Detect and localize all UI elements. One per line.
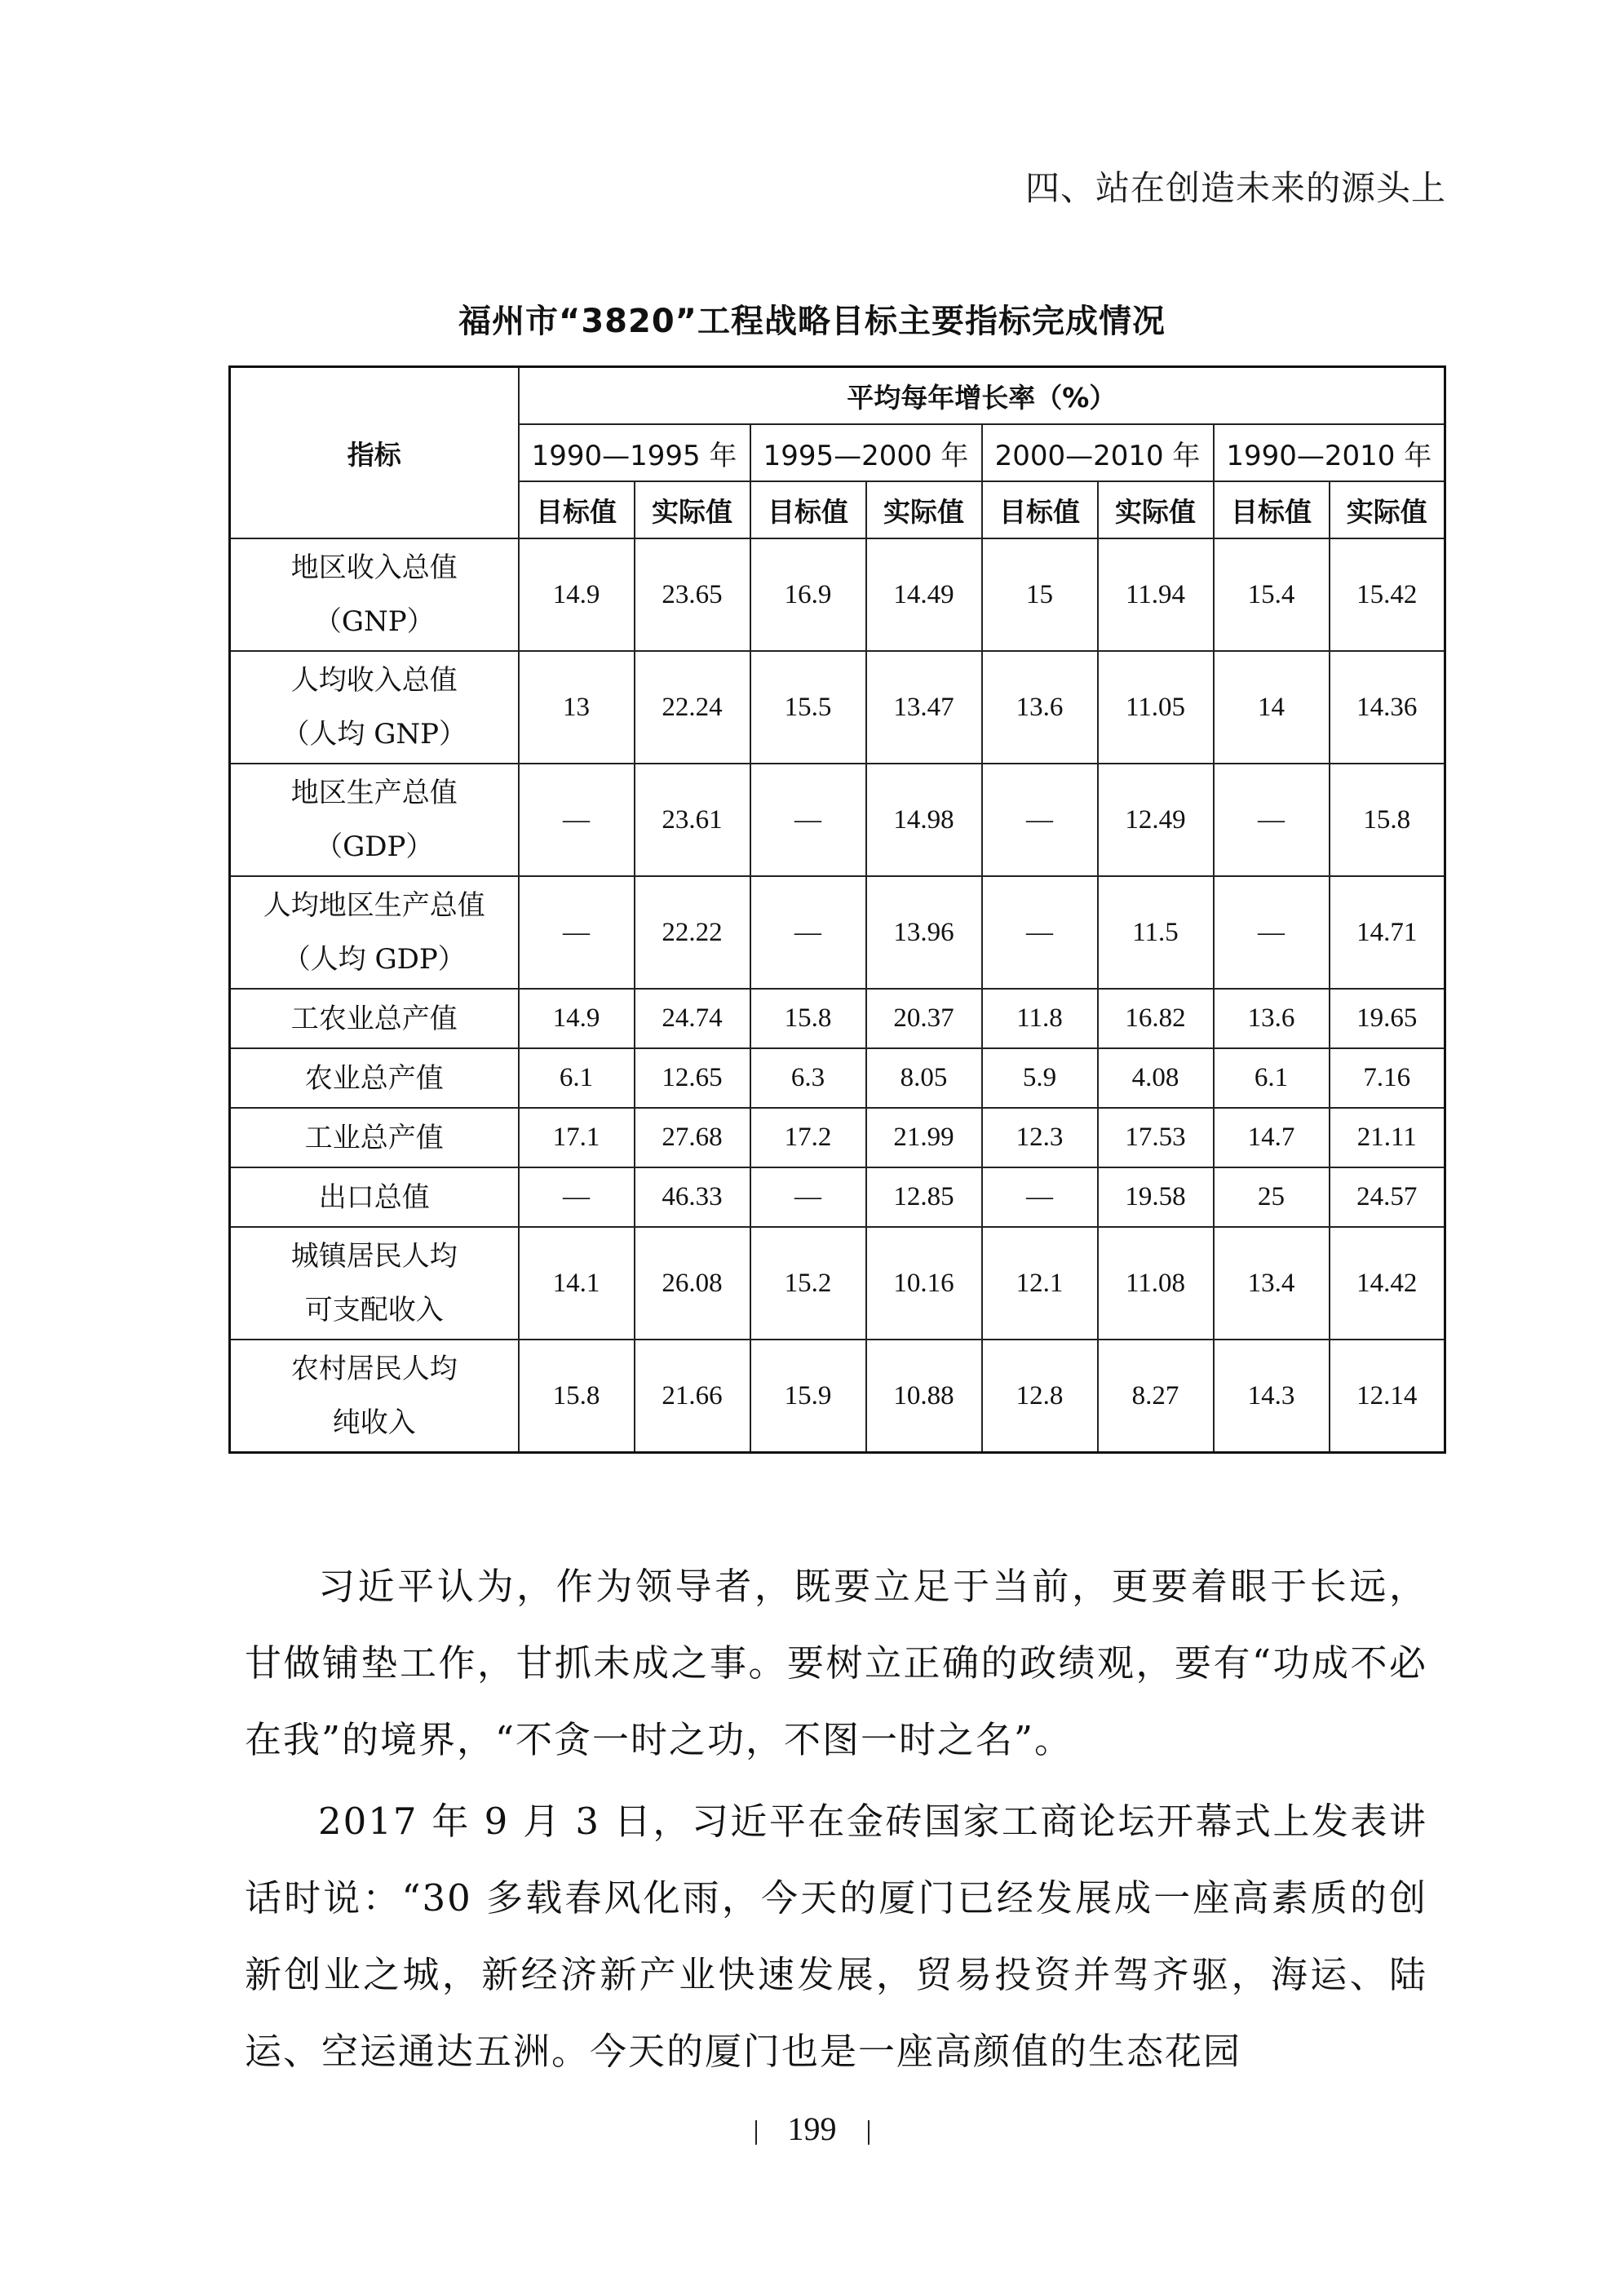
target-value-cell: 15.9 (750, 1340, 866, 1453)
actual-value-cell: 27.68 (635, 1108, 750, 1167)
target-value-header: 目标值 (1214, 481, 1330, 538)
actual-value-cell: 21.99 (866, 1108, 982, 1167)
actual-value-cell: 14.98 (866, 764, 982, 876)
indicator-label (230, 538, 519, 651)
indicator-header: 指标 (230, 367, 519, 539)
actual-value-cell: 23.61 (635, 764, 750, 876)
target-value-cell: — (750, 1167, 866, 1227)
target-value-cell: 6.1 (519, 1048, 635, 1108)
target-value-cell: 14.1 (519, 1227, 635, 1340)
target-value-cell: — (982, 1167, 1098, 1227)
actual-value-cell: 22.24 (635, 651, 750, 764)
table-row (230, 1108, 1445, 1167)
target-value-cell: 15.4 (1214, 538, 1330, 651)
target-value-cell: 15.2 (750, 1227, 866, 1340)
running-head: 四、站在创造未来的源头上 (1024, 168, 1446, 208)
actual-value-cell: 13.47 (866, 651, 982, 764)
indicator-label-line: 城镇居民人均 (290, 1240, 458, 1273)
indicator-label (230, 1227, 519, 1340)
indicator-label-line: 农村居民人均 (290, 1353, 458, 1385)
target-value-cell: 16.9 (750, 538, 866, 651)
indicator-label-line: （GDP） (315, 830, 434, 863)
actual-value-cell: 22.22 (635, 876, 750, 989)
indicator-label-line: 人均收入总值 (290, 664, 458, 697)
period-header: 2000—2010 年 (982, 424, 1214, 481)
target-value-cell: 13.4 (1214, 1227, 1330, 1340)
target-value-header: 目标值 (519, 481, 635, 538)
period-header: 1995—2000 年 (750, 424, 982, 481)
actual-value-header: 实际值 (866, 481, 982, 538)
actual-value-cell: 17.53 (1098, 1108, 1214, 1167)
actual-value-header: 实际值 (1330, 481, 1445, 538)
actual-value-cell: 15.42 (1330, 538, 1445, 651)
target-value-cell: 15.8 (519, 1340, 635, 1453)
target-value-cell: — (982, 876, 1098, 989)
indicator-label (230, 1167, 519, 1227)
actual-value-header: 实际值 (1098, 481, 1214, 538)
indicator-label-line: 地区生产总值 (290, 777, 458, 809)
target-value-cell: 14.3 (1214, 1340, 1330, 1453)
target-value-cell: 12.8 (982, 1340, 1098, 1453)
indicator-label (230, 651, 519, 764)
actual-value-cell: 23.65 (635, 538, 750, 651)
actual-value-cell: 8.27 (1098, 1340, 1214, 1453)
target-value-header: 目标值 (982, 481, 1098, 538)
indicator-label (230, 989, 519, 1048)
target-value-cell: 14.9 (519, 989, 635, 1048)
actual-value-cell: 13.96 (866, 876, 982, 989)
actual-value-cell: 21.66 (635, 1340, 750, 1453)
actual-value-cell: 24.57 (1330, 1167, 1445, 1227)
indicator-label-line: 人均地区生产总值 (263, 889, 485, 922)
footer-rule-left (755, 2120, 757, 2145)
target-value-header: 目标值 (750, 481, 866, 538)
actual-value-cell: 14.71 (1330, 876, 1445, 989)
target-value-cell: — (982, 764, 1098, 876)
table-row (230, 1340, 1445, 1453)
actual-value-cell: 11.94 (1098, 538, 1214, 651)
target-value-cell: 13.6 (982, 651, 1098, 764)
table-row (230, 538, 1445, 651)
indicator-table (228, 365, 1446, 1454)
target-value-cell: 11.8 (982, 989, 1098, 1048)
target-value-cell: 14 (1214, 651, 1330, 764)
target-value-cell: 6.1 (1214, 1048, 1330, 1108)
indicator-label-line: 农业总产值 (304, 1061, 444, 1095)
actual-value-cell: 8.05 (866, 1048, 982, 1108)
period-header: 1990—1995 年 (519, 424, 750, 481)
actual-value-cell: 11.5 (1098, 876, 1214, 989)
indicator-label-line: （GNP） (313, 605, 435, 638)
actual-value-cell: 19.58 (1098, 1167, 1214, 1227)
table-row (230, 989, 1445, 1048)
actual-value-cell: 10.88 (866, 1340, 982, 1453)
footer-rule-right (868, 2120, 870, 2145)
table-body (230, 538, 1445, 1453)
indicator-label-line: 纯收入 (332, 1406, 416, 1439)
actual-value-header: 实际值 (635, 481, 750, 538)
paragraph: 2017 年 9 月 3 日，习近平在金砖国家工商论坛开幕式上发表讲话时说：“30 多载春风化雨，今天的厦门已经发展成一座高素质的创新创业之城，新经济新产业快速发展，贸易投资并驾齐驱，海运、陆运、空运通达五洲。今天的厦门也是一座高颜值的生态花园 (245, 1800, 1427, 2073)
target-value-cell: 12.1 (982, 1227, 1098, 1340)
table-row (230, 1227, 1445, 1340)
actual-value-cell: 12.85 (866, 1167, 982, 1227)
actual-value-cell: 12.14 (1330, 1340, 1445, 1453)
indicator-label-line: （人均 GDP） (282, 943, 466, 976)
table-row (230, 1048, 1445, 1108)
indicator-label-line: （人均 GNP） (281, 718, 467, 751)
target-value-cell: — (519, 1167, 635, 1227)
actual-value-cell: 46.33 (635, 1167, 750, 1227)
table-row (230, 1167, 1445, 1227)
actual-value-cell: 14.42 (1330, 1227, 1445, 1340)
indicator-label-line: 工业总产值 (304, 1121, 444, 1154)
actual-value-cell: 15.8 (1330, 764, 1445, 876)
page-footer (0, 2110, 1624, 2148)
target-value-cell: 13 (519, 651, 635, 764)
page-number: 199 (787, 2110, 837, 2147)
target-value-cell: 15.8 (750, 989, 866, 1048)
indicator-label (230, 1108, 519, 1167)
paragraph: 习近平认为，作为领导者，既要立足于当前，更要着眼于长远，甘做铺垫工作，甘抓未成之事。要树立正确的政绩观，要有“功成不必在我”的境界，“不贪一时之功，不图一时之名”。 (245, 1565, 1427, 1761)
period-header: 1990—2010 年 (1214, 424, 1445, 481)
actual-value-cell: 24.74 (635, 989, 750, 1048)
target-value-cell: — (750, 876, 866, 989)
target-value-cell: 15 (982, 538, 1098, 651)
actual-value-cell: 7.16 (1330, 1048, 1445, 1108)
target-value-cell: — (750, 764, 866, 876)
actual-value-cell: 10.16 (866, 1227, 982, 1340)
table-row (230, 876, 1445, 989)
table-row (230, 651, 1445, 764)
target-value-cell: 17.2 (750, 1108, 866, 1167)
target-value-cell: — (1214, 764, 1330, 876)
actual-value-cell: 11.05 (1098, 651, 1214, 764)
actual-value-cell: 14.36 (1330, 651, 1445, 764)
table-title: 福州市“3820”工程战略目标主要指标完成情况 (458, 303, 1166, 340)
actual-value-cell: 14.49 (866, 538, 982, 651)
indicator-label-line: 可支配收入 (304, 1294, 444, 1326)
target-value-cell: — (1214, 876, 1330, 989)
growth-rate-header: 平均每年增长率（%） (519, 367, 1445, 425)
indicator-label-line: 地区收入总值 (290, 551, 458, 584)
indicator-label (230, 876, 519, 989)
actual-value-cell: 20.37 (866, 989, 982, 1048)
body-text (245, 1548, 1427, 2095)
indicator-label-line: 出口总值 (318, 1180, 430, 1214)
target-value-cell: 6.3 (750, 1048, 866, 1108)
target-value-cell: 17.1 (519, 1108, 635, 1167)
target-value-cell: — (519, 876, 635, 989)
actual-value-cell: 21.11 (1330, 1108, 1445, 1167)
indicator-label (230, 1340, 519, 1453)
table-row (230, 764, 1445, 876)
actual-value-cell: 11.08 (1098, 1227, 1214, 1340)
indicator-label (230, 764, 519, 876)
indicator-label-line: 工农业总产值 (290, 1002, 458, 1035)
actual-value-cell: 12.49 (1098, 764, 1214, 876)
target-value-cell: 13.6 (1214, 989, 1330, 1048)
actual-value-cell: 12.65 (635, 1048, 750, 1108)
actual-value-cell: 26.08 (635, 1227, 750, 1340)
target-value-cell: 12.3 (982, 1108, 1098, 1167)
target-value-cell: — (519, 764, 635, 876)
target-value-cell: 15.5 (750, 651, 866, 764)
target-value-cell: 25 (1214, 1167, 1330, 1227)
actual-value-cell: 16.82 (1098, 989, 1214, 1048)
target-value-cell: 14.7 (1214, 1108, 1330, 1167)
target-value-cell: 5.9 (982, 1048, 1098, 1108)
indicator-label (230, 1048, 519, 1108)
actual-value-cell: 4.08 (1098, 1048, 1214, 1108)
target-value-cell: 14.9 (519, 538, 635, 651)
actual-value-cell: 19.65 (1330, 989, 1445, 1048)
